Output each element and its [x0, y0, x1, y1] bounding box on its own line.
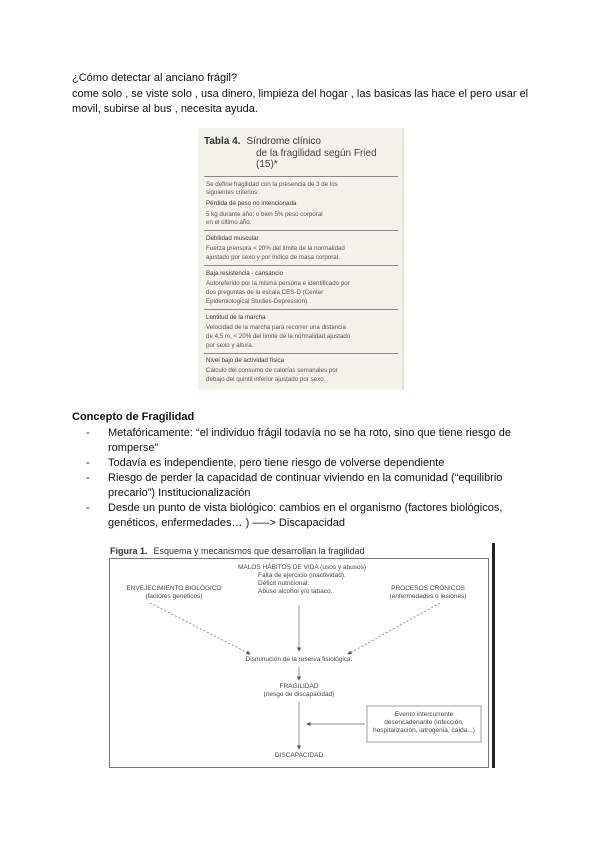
table-line: Cálculo del consumo de calorías semanales por	[206, 367, 338, 374]
arrow-chronic	[348, 603, 440, 654]
arrow-aging	[150, 603, 250, 654]
table-line: Autoreferido por la misma persona e identificado por	[206, 280, 350, 287]
figure-side-bar	[492, 543, 495, 768]
chronic-label: PROCESOS CRÓNICOS (enfermedades o lesiones)	[389, 585, 467, 600]
table-line: por sexo y altura.	[206, 342, 254, 349]
event-label: Evento intercurrente desencadenante (infección, hospitalización, iatrogenia, caída...)	[373, 711, 475, 734]
aging-label: ENVEJECIMIENTO BIOLÓGICO (factores genéticos)	[126, 585, 222, 600]
table-title-line-2: de la fragilidad según Fried	[256, 148, 377, 159]
section-title: Concepto de Fragilidad	[72, 411, 195, 423]
list-item: - Metafóricamente: “el individuo frágil todavía no se ha roto, sino que tiene riesgo de romperse”	[86, 426, 526, 456]
table-row-heading: Debilidad muscular	[206, 235, 259, 242]
table-line: debajo del quintil inferior ajustado por sexo.	[206, 376, 326, 383]
habits-list: Falta de ejercicio (inactividad). Déficit nutricional. Abuso alcohol y/o tabaco.	[258, 572, 346, 595]
list-item: - Riesgo de perder la capacidad de continuar viviendo en la comunidad (“equilibrio precario”) Institucionalización	[86, 471, 526, 501]
fried-criteria-table	[198, 128, 404, 390]
table-title-line-3: (15)*	[256, 159, 278, 170]
table-line: Velocidad de la marcha para recorrer una distancia	[206, 324, 346, 331]
figure-label: Figura 1.	[110, 546, 148, 556]
table-line: siguientes criterios:	[206, 189, 259, 196]
table-label: Tabla 4.	[204, 136, 241, 147]
table-line: Se define fragilidad con la presencia de 3 de los	[206, 181, 338, 188]
list-item: - Desde un punto de vista biológico: cambios en el organismo (factores biológicos, genéticos, enfermedades… ) —–> Discapacidad	[86, 501, 526, 531]
table-row-heading: Baja resistencia - cansancio	[206, 270, 284, 277]
disability-label: DISCAPACIDAD	[274, 752, 324, 759]
table-rule	[204, 309, 398, 310]
table-line: 5 kg durante año; o bien 5% peso corporal	[206, 211, 323, 218]
list-item: - Todavía es independiente, pero tiene riesgo de volverse dependiente	[86, 456, 526, 471]
table-title-line-1: Síndrome clínico	[246, 136, 321, 147]
habits-heading: MALOS HÁBITOS DE VIDA (usos y abusos)	[237, 564, 367, 571]
question-heading: ¿Cómo detectar al anciano frágil?	[72, 72, 238, 84]
table-line: Epidemiological Studies-Depression).	[206, 298, 309, 305]
question-answer: come solo , se viste solo , usa dinero, limpieza del hogar , las basicas las hace el pero usar el movil, subirse al bus , necesita ayuda.	[72, 88, 529, 115]
table-row-heading: Nivel bajo de actividad física	[206, 357, 285, 364]
concept-list	[86, 426, 526, 531]
figure-caption-text: Esquema y mecanismos que desarrollan la fragilidad	[153, 546, 365, 556]
table-line: dos preguntas de la escala CES-D (Center	[206, 289, 324, 296]
table-row-heading: Lentitud de la marcha	[206, 314, 266, 321]
table-rule	[204, 353, 398, 354]
frailty-diagram	[109, 558, 489, 768]
table-rule	[204, 230, 398, 231]
table-line: de 4,5 m, < 20% del límite de la normalidad ajustado	[206, 333, 351, 340]
figure-caption	[110, 546, 365, 556]
table-rule	[204, 176, 398, 177]
table-line: Fuerza prensora < 20% del límite de la normalidad	[206, 245, 345, 252]
table-caption	[204, 136, 321, 147]
table-row-heading: Pérdida de peso no intencionada	[206, 200, 297, 207]
table-line: ajustado por sexo y por índice de masa corporal.	[206, 254, 340, 261]
table-rule	[204, 265, 398, 266]
frailty-label: FRAGILIDAD (riesgo de discapacidad)	[263, 683, 335, 698]
table-line: en el último año.	[206, 219, 252, 226]
reserve-label: Disminución de la reserva fisiológica.	[245, 656, 353, 663]
